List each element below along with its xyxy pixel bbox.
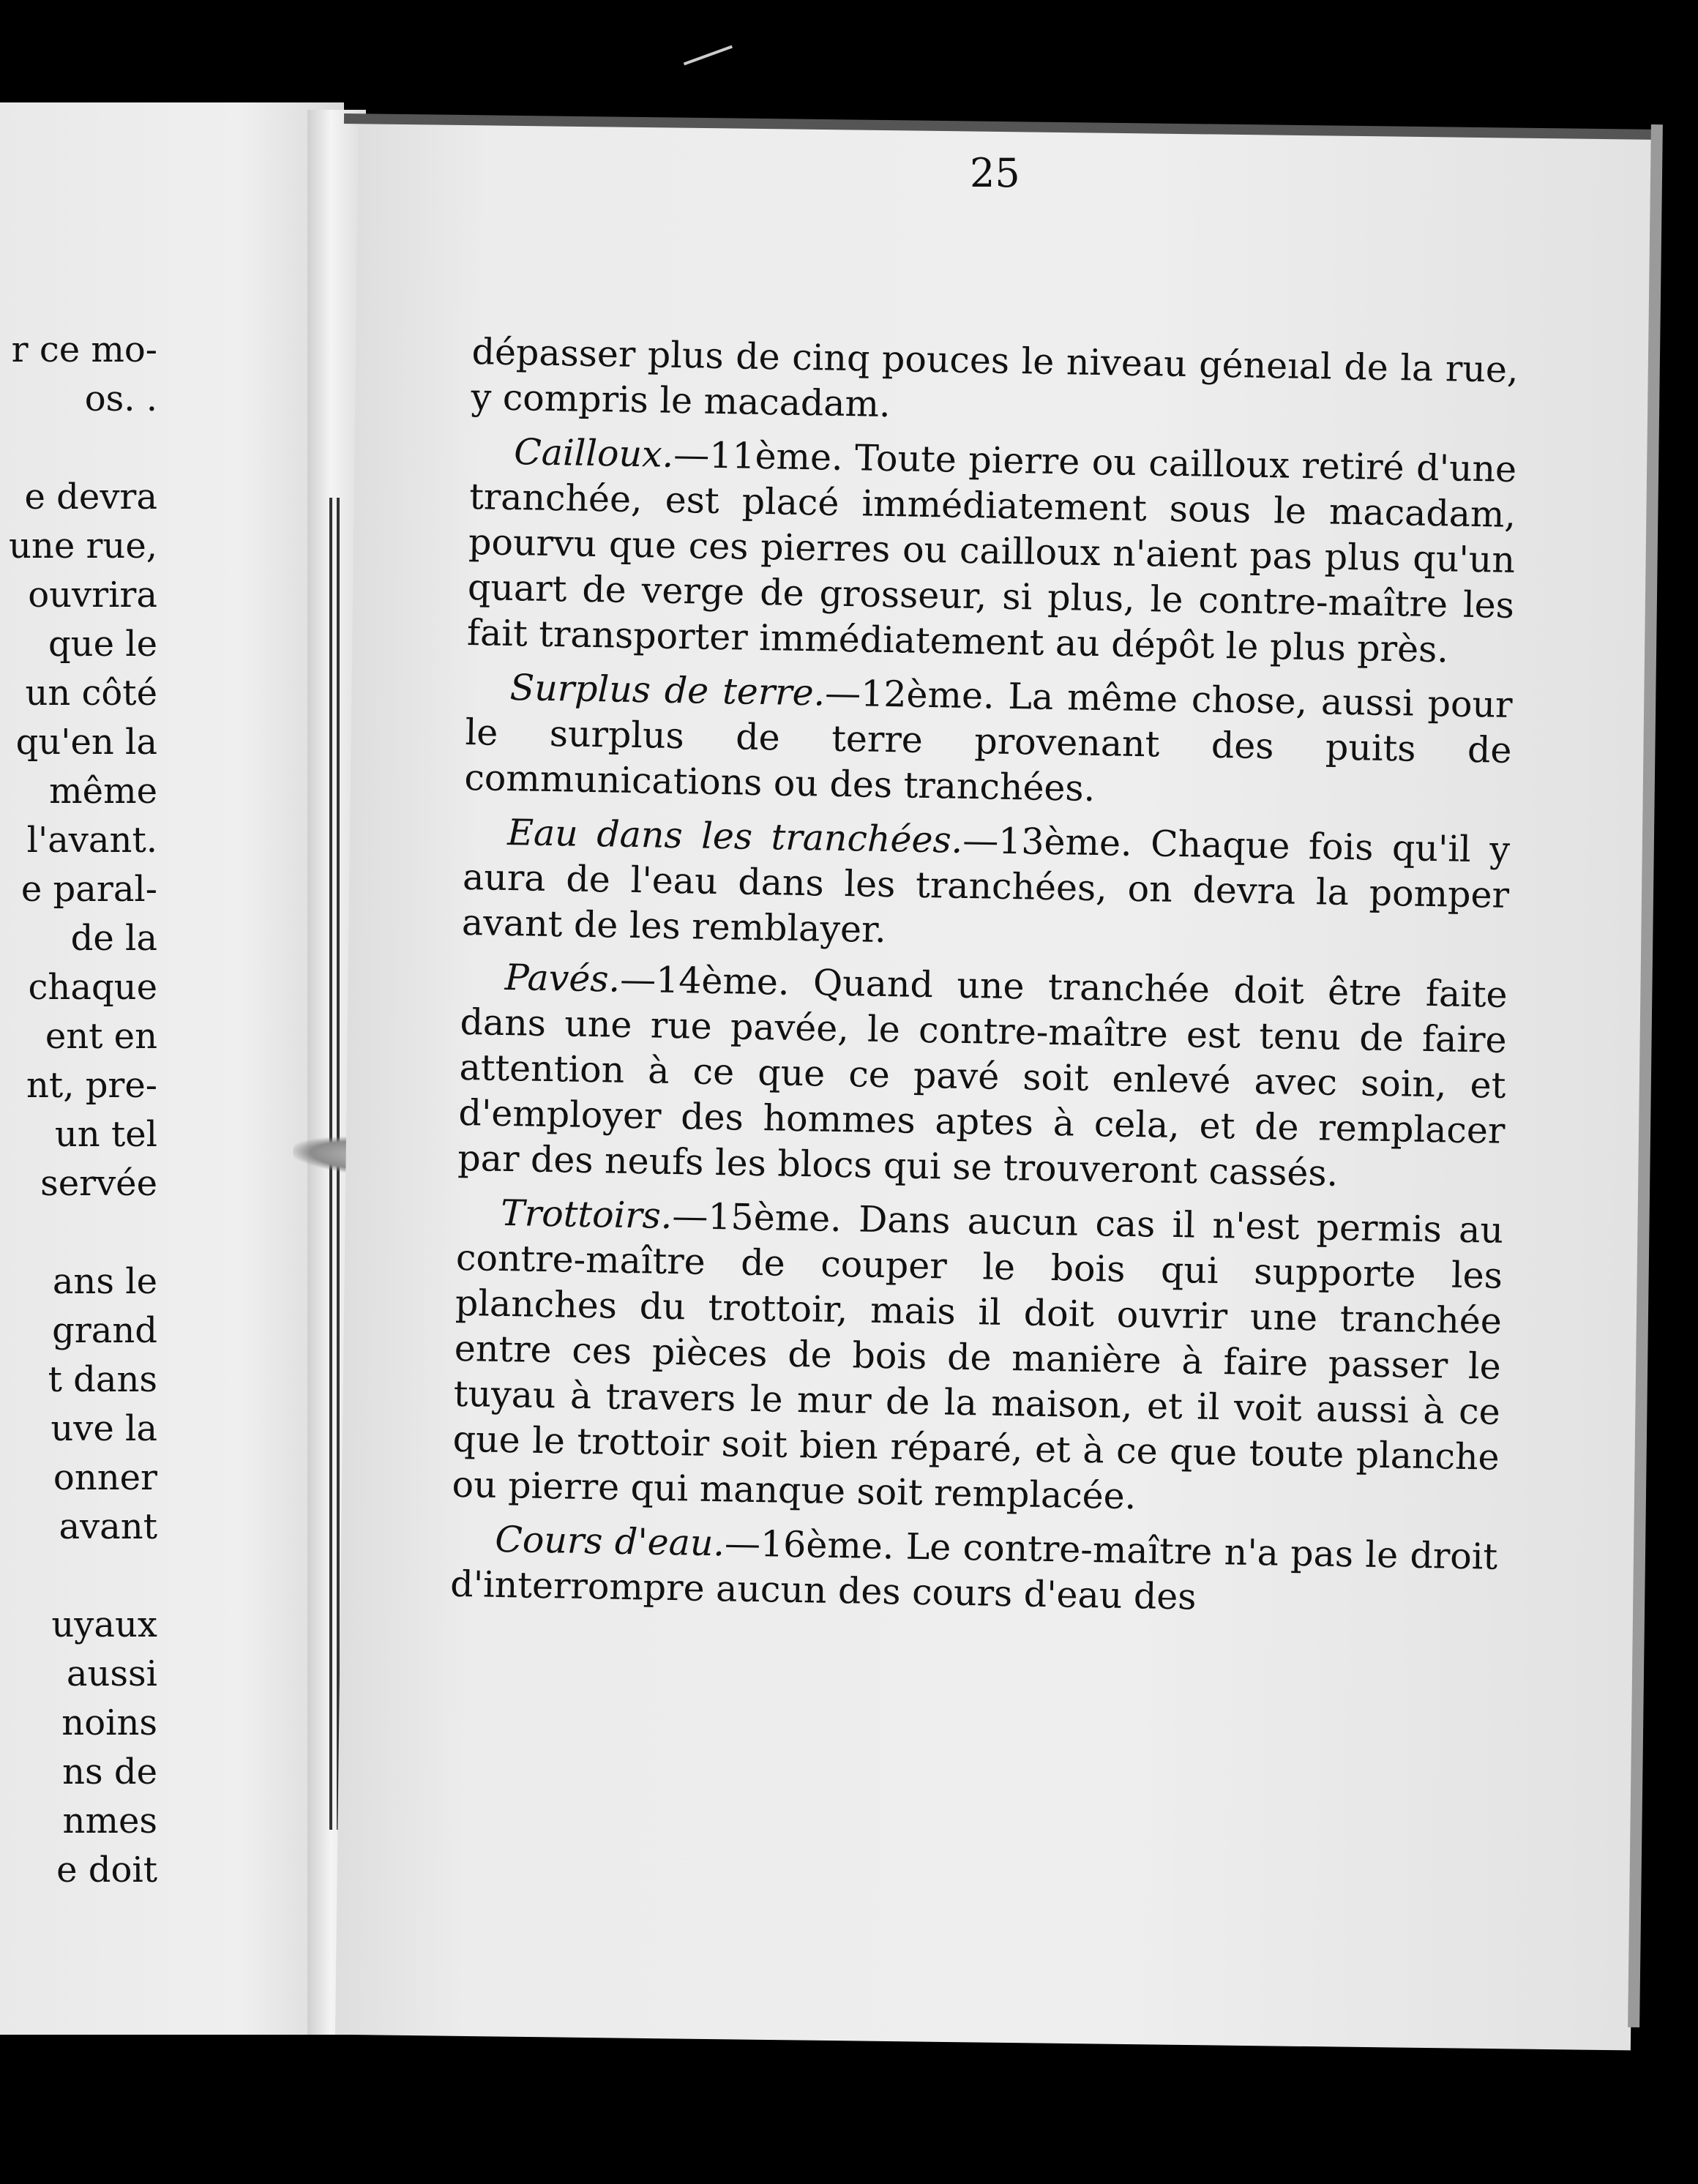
section-text: —15ème. Dans aucun cas il n'est permis au contre-maître de couper le bois qui supporte les planches du trottoir, mais il doit ouvrir une tranchée entre ces pièces de bois de manière à faire passer le tuyau à travers le mur de la maison, et il voit aussi à ce que le trottoir soit bien réparé, et à ce que toute planche ou pierre qui manque soit remplacée. (452, 1195, 1504, 1518)
left-line: une rue, (8, 526, 157, 566)
left-line: e doit (56, 1850, 157, 1891)
left-line: ent en (45, 1016, 157, 1057)
left-line: de la (70, 918, 157, 959)
left-line: un côté (25, 673, 157, 714)
left-line: que le (48, 624, 157, 665)
left-page-text-fragments (0, 326, 157, 1895)
section-text: —11ème. Toute pierre ou cailloux retiré d'une tranchée, est placé immédiatement sous le macadam, pourvu que ces pierres ou cailloux n'aient pas plus qu'un quart de verge de grosseur, si plus, le contre-maître les fait transporter immédiatement au dépôt le plus près. (466, 433, 1517, 671)
section-paragraph (450, 1517, 1498, 1626)
left-line: ans le (52, 1261, 157, 1302)
left-line: l'avant. (26, 820, 157, 861)
left-line: aussi (66, 1653, 157, 1694)
left-line: onner (53, 1457, 157, 1498)
section-heading: Cours d'eau. (494, 1518, 725, 1565)
left-line: nt, pre- (26, 1065, 157, 1106)
section-text: —13ème. Chaque fois qu'il y aura de l'eau dans les tranchées, on devra la pomper avant de les remblayer. (461, 819, 1511, 951)
left-line: os. . (84, 378, 157, 419)
opening-paragraph: dépasser plus de cinq pouces le niveau géneıal de la rue, y compris le macadam. (471, 331, 1519, 426)
section-text: —14ème. Quand une tranchée doit être faite dans une rue pavée, le contre-maître est tenu de faire attention à ce que ce pavé soit enlevé avec soin, et d'employer des hommes aptes à cela, et de remplacer par des neufs les blocs qui se trouveront cassés. (457, 958, 1508, 1194)
scan-artifact (680, 36, 733, 66)
section-heading: Surplus de terre. (509, 667, 826, 714)
section-paragraph (466, 429, 1516, 674)
left-line: chaque (28, 967, 157, 1008)
page-body (450, 329, 1519, 1634)
left-line: t dans (48, 1359, 157, 1400)
section-text: —12ème. La même chose, aussi pour le surplus de terre provenant des puits de communications ou des tranchées. (464, 672, 1513, 809)
left-line (0, 1552, 157, 1601)
left-line: qu'en la (15, 722, 157, 763)
left-line: ns de (62, 1751, 157, 1792)
left-line: un tel (54, 1114, 157, 1155)
section-text: —16ème. Le contre-maître n'a pas le droit d'interrompre aucun des cours d'eau des (449, 1522, 1498, 1618)
section-paragraph (464, 665, 1513, 819)
section-paragraph (457, 954, 1508, 1200)
left-line: noins (61, 1702, 157, 1743)
section-heading: Cailloux. (513, 431, 674, 476)
page-number: 25 (970, 150, 1020, 196)
section-paragraph (452, 1190, 1503, 1526)
section-paragraph (462, 809, 1511, 964)
left-line: servée (40, 1163, 157, 1204)
left-line: e paral- (20, 869, 157, 910)
section-heading: Pavés. (504, 956, 621, 1001)
left-line: avant (59, 1506, 157, 1547)
left-line: ouvrira (28, 575, 157, 616)
left-line: uyaux (51, 1604, 157, 1645)
left-line: même (49, 771, 157, 812)
left-line: uve la (51, 1408, 157, 1449)
left-line: nmes (62, 1800, 157, 1841)
left-line: grand (52, 1310, 157, 1351)
section-heading: Trottoirs. (500, 1192, 673, 1237)
left-line: r ce mo- (11, 329, 157, 370)
left-line: e devra (24, 476, 157, 517)
left-line (0, 424, 157, 473)
left-line (0, 1208, 157, 1257)
section-heading: Eau dans les tranchées. (506, 811, 963, 861)
